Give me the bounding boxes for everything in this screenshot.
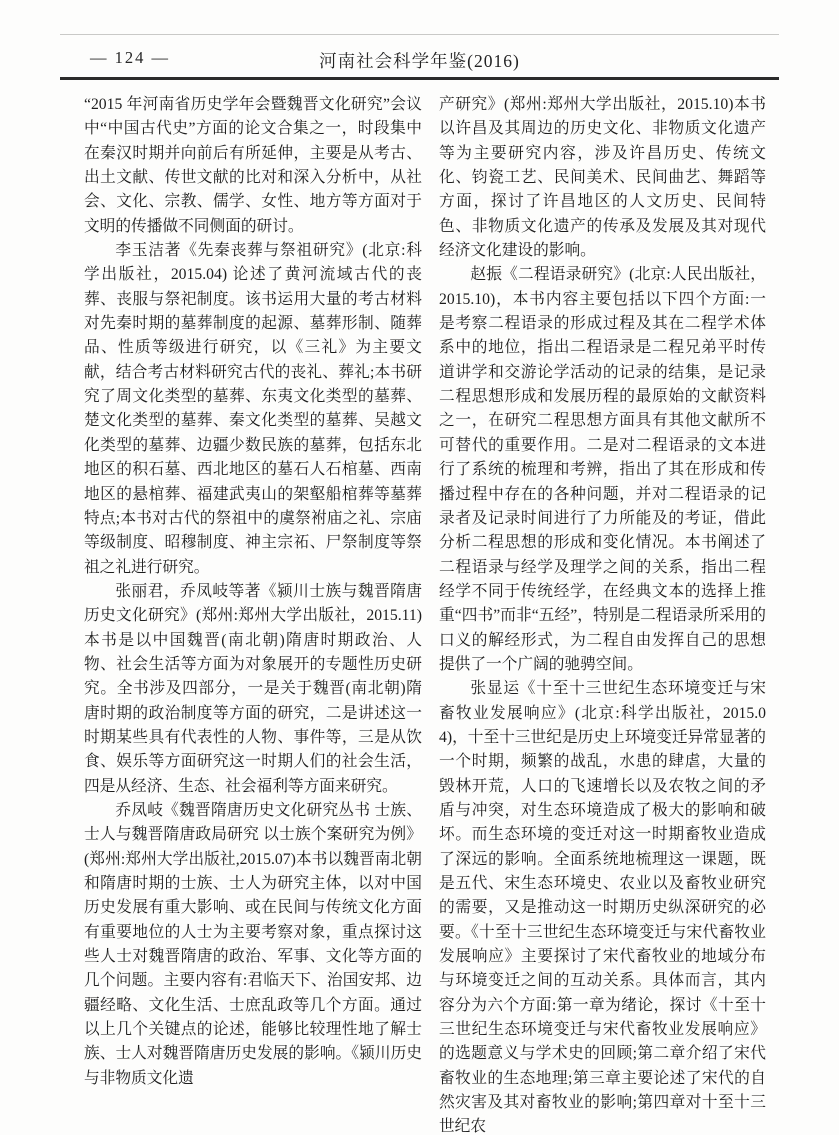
- journal-title: 河南社会科学年鉴(2016): [319, 51, 520, 71]
- page-header: [62, 48, 777, 74]
- paragraph-li-yujie-book: 李玉洁著《先秦丧葬与祭祖研究》(北京:科学出版社，2015.04) 论述了黄河流域古代的丧葬、丧服与祭祀制度。该书运用大量的考古材料对先秦时期的墓葬制度的起源、墓葬形制、随葬品、性质等级进行研究，以《三礼》为主要文献，结合考古材料研究古代的丧礼、葬礼;本书研究了周文化类型的墓葬、东夷文化类型的墓葬、楚文化类型的墓葬、秦文化类型的墓葬、吴越文化类型的墓葬、边疆少数民族的墓葬，包括东北地区的积石墓、西北地区的墓石人石棺墓、西南地区的悬棺葬、福建武夷山的架壑船棺葬等墓葬特点;本书对古代的祭祖中的虞祭袝庙之礼、宗庙等级制度、昭穆制度、神主宗祏、尸祭制度等祭祖之礼进行研究。: [84, 242, 422, 576]
- paragraph-zhao-zhen-book: 赵振《二程语录研究》(北京:人民出版社，2015.10)，本书内容主要包括以下四个方面:一是考察二程语录的形成过程及其在二程学术体系中的地位，指出二程语录是二程兄弟平时传道讲学和交游论学活动的记录的结集，是记录二程思想形成和发展历程的最原始的文献资料之一，在研究二程思想方面具有其他文献所不可替代的重要作用。二是对二程语录的文本进行了系统的梳理和考辨，指出了其在形成和传播过程中存在的各种问题，并对二程语录的记录者及记录时间进行了力所能及的考证，借此分析二程思想的形成和变化情况。本书阐述了二程语录与经学及理学之间的关系，指出二程经学不同于传统经学，在经典文本的选择上推重“四书”而非“五经”，特别是二程语录所采用的口义的解经形式，为二程自由发挥自己的思想提供了一个广阔的驰骋空间。: [439, 266, 766, 673]
- header-rule-divider: [60, 77, 779, 80]
- paragraph-zhang-lijun-book: 张丽君，乔凤岐等著《颍川士族与魏晋隋唐历史文化研究》(郑州:郑州大学出版社，2015.11)本书是以中国魏晋(南北朝)隋唐时期政治、人物、社会生活等方面为对象展开的专题性历史研究。全书涉及四部分，一是关于魏晋(南北朝)隋唐时期的政治制度等方面的研究，二是讲述这一时期某些具有代表性的人物、事件等，三是从饮食、娱乐等方面研究这一时期人们的社会生活，四是从经济、生态、社会福利等方面来研究。: [84, 582, 422, 795]
- page-top-divider: [60, 34, 779, 35]
- paragraph-zhang-xianyun-book: 张显运《十至十三世纪生态环境变迁与宋畜牧业发展响应》(北京:科学出版社，2015.04)，十至十三世纪是历史上环境变迁异常显著的一个时期，频繁的战乱，水患的肆虐，大量的毁林开荒，人口的飞速增长以及农牧之间的矛盾与冲突，对生态环境造成了极大的影响和破坏。而生态环境的变迁对这一时期畜牧业造成了深远的影响。全面系统地梳理这一课题，既是五代、宋生态环境史、农业以及畜牧业研究的需要，又是推动这一时期历史纵深研究的必要。《十至十三世纪生态环境变迁与宋代畜牧业发展响应》主要探讨了宋代畜牧业的地域分布与环境变迁之间的互动关系。具体而言，其内容分为六个方面:第一章为绪论，探讨《十至十三世纪生态环境变迁与宋代畜牧业发展响应》的选题意义与学术史的回顾;第二章介绍了宋代畜牧业的生态地理;第三章主要论述了宋代的自然灾害及其对畜牧业的影响;第四章对十至十三世纪农: [439, 680, 766, 1135]
- paragraph-conference-collection-continued: “2015 年河南省历史学年会暨魏晋文化研究”会议中“中国古代史”方面的论文合集之一，时段集中在秦汉时期并向前后有所延伸，主要是从考古、出土文献、传世文献的比对和深入分析中，从社会、文化、宗教、儒学、女性、地方等方面对于文明的传播做不同侧面的研讨。: [84, 96, 422, 235]
- page-body: [84, 93, 766, 1135]
- paragraph-xuchang-book-continued: 产研究》(郑州:郑州大学出版社，2015.10)本书以许昌及其周边的历史文化、非物质文化遗产等为主要研究内容，涉及许昌历史、传统文化、钧瓷工艺、民间美术、民间曲艺、舞蹈等方面，探讨了许昌地区的人文历史、民间特色、非物质文化遗产的传承及发展及其对现代经济文化建设的影响。: [439, 96, 766, 260]
- column-left: [84, 93, 422, 1135]
- page-number: — 124 —: [90, 48, 170, 67]
- column-right: [439, 93, 766, 1135]
- paragraph-qiao-fengqi-book: 乔凤岐《魏晋隋唐历史文化研究丛书 士族、士人与魏晋隋唐政局研究 以士族个案研究为例》(郑州:郑州大学出版社,2015.07)本书以魏晋南北朝和隋唐时期的士族、士人为研究主体，以对中国历史发展有重大影响、或在民间与传统文化方面有重要地位的人士为主要考察对象，重点探讨这些人士对魏晋隋唐的政治、军事、文化等方面的几个问题。主要内容有:君临天下、治国安邦、边疆经略、文化生活、士庶乱政等几个方面。通过以上几个关键点的论述，能够比较理性地了解士族、士人对魏晋隋唐历史发展的影响。《颍川历史与非物质文化遗: [84, 801, 422, 1087]
